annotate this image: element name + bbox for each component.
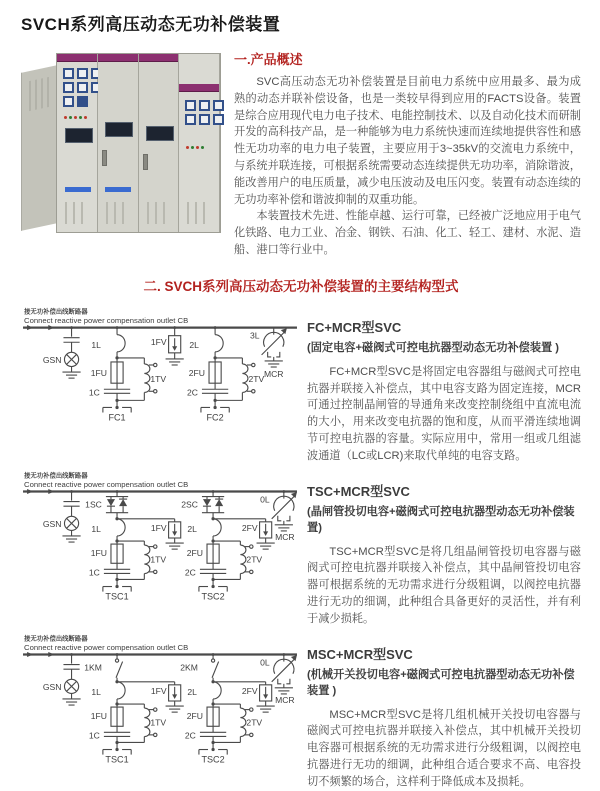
overview-section	[21, 47, 581, 259]
cabinet-band	[98, 54, 138, 62]
group-tsc1-label: TSC1	[105, 591, 129, 602]
reactor-0l-label: 0L	[260, 494, 270, 505]
panel-screen	[105, 122, 133, 137]
bus-label-zh: 接无功补偿出线断路器	[24, 634, 88, 642]
group-fc1-label: FC1	[108, 412, 126, 423]
group-tsc2-label: TSC2	[201, 754, 225, 765]
arrester-1fv-label: 1FV	[150, 685, 167, 696]
msc-mcr-circuit-diagram	[21, 632, 299, 769]
gsn-label: GSN	[42, 681, 62, 692]
arrester-2fv-label: 2FV	[241, 522, 258, 533]
bus-label-zh: 接无功补偿出线断路器	[24, 471, 88, 479]
bus-bar	[23, 652, 297, 657]
mcr-label: MCR	[275, 531, 295, 542]
indicator-grid	[63, 68, 102, 107]
group-fc2-label: FC2	[206, 412, 224, 423]
cap-1c-label: 1C	[88, 387, 100, 398]
fuse-2fu-label: 2FU	[186, 710, 203, 721]
bus-bar	[23, 325, 297, 330]
indicator-grid	[185, 100, 224, 125]
door-handle	[102, 150, 107, 166]
msc-mcr-title: MSC+MCR型SVC	[307, 646, 413, 662]
gsn-branch	[43, 654, 81, 705]
page-title: SVCH系列高压动态无功补偿装置	[21, 15, 281, 34]
fuse-1fu-label: 1FU	[90, 547, 107, 558]
panel-screen	[65, 128, 93, 143]
fuse-2fu-label: 2FU	[188, 367, 205, 378]
product-photo	[21, 51, 223, 235]
cabinet-panel-2	[98, 54, 139, 232]
cabinet-band	[139, 54, 179, 62]
gsn-branch	[43, 327, 81, 378]
switch-2km-label: 2KM	[180, 662, 198, 673]
reactor-0l-label: 0L	[260, 657, 270, 668]
bus-label-en: Connect reactive power compensation outlet CB	[24, 642, 189, 652]
tsc-mcr-body: TSC+MCR型SVC是将几组晶闸管投切电容器与磁阀式可控电抗器并联接入补偿点，其中晶闸管投切电容器可根据系统的无功需求进行分级粗调，以阀控电抗器进行无功的细调，此种组合具备更好的灵活性，并有利于减少损耗。	[307, 545, 581, 625]
msc-mcr-text	[307, 632, 581, 791]
reactor-1l-label: 1L	[91, 686, 101, 697]
arrester-1fv-label: 1FV	[150, 336, 167, 347]
thyristor-1sc-label: 1SC	[85, 499, 102, 510]
tv-1tv-label: 1TV	[150, 373, 167, 384]
mcr-branch	[250, 327, 287, 379]
fc2-branch	[187, 327, 265, 422]
cap-2c-label: 2C	[186, 387, 198, 398]
msc-mcr-body: MSC+MCR型SVC是将几组机械开关投切电容器与磁阀式可控电抗器并联接入补偿点，其中机械开关投切电容器可根据系统的无功需求进行分级粗调，以阀控电抗器进行无功的细调，此种组合适合要求不高、电容投切不频繁的场合，这样利于降低成本及损耗。	[307, 708, 581, 788]
reactor-2l-label: 2L	[187, 686, 197, 697]
fc-mcr-body: FC+MCR型SVC是将固定电容器组与磁阀式可控电抗器并联接入补偿点，其中电容支路为固定连接，MCR可通过控制晶闸管的导通角来改变控制绕组中直流电流的大小，用来改变电抗器的饱和度，从而平滑连续地调节可控电抗器的容量。实际应用中，常用一组或几组滤波通道（LC或LCR)来取代单纯的电容支路。	[307, 365, 581, 462]
gsn-branch	[43, 491, 81, 542]
fc-mcr-text	[307, 305, 581, 465]
tsc1-branch	[85, 491, 184, 601]
bus-bar	[23, 489, 297, 494]
msc2-branch	[180, 654, 274, 764]
overview-heading: 一.产品概述	[234, 52, 303, 67]
section2-heading: 二. SVCH系列高压动态无功补偿装置的主要结构型式	[143, 278, 459, 294]
fuse-2fu-label: 2FU	[186, 547, 203, 558]
cap-1c-label: 1C	[88, 729, 100, 740]
cabinet-panel-3	[139, 54, 180, 232]
fc-mcr-title: FC+MCR型SVC	[307, 319, 402, 335]
tv-2tv-label: 2TV	[248, 373, 265, 384]
brand-sticker	[65, 187, 91, 192]
tv-1tv-label: 1TV	[150, 716, 167, 727]
tsc-mcr-subtitle: (晶闸管投切电容+磁阀式可控电抗器型动态无功补偿装置)	[307, 505, 575, 534]
cabinet-side-vents	[29, 76, 51, 111]
tv-2tv-label: 2TV	[246, 716, 263, 727]
cap-2c-label: 2C	[184, 729, 196, 740]
arrester-1fv-label: 1FV	[150, 522, 167, 533]
indicator-lights	[64, 116, 87, 119]
group-tsc2-label: TSC2	[201, 591, 225, 602]
overview-paragraph-1: SVC高压动态无功补偿装置是目前电力系统中应用最多、最为成熟的动态并联补偿设备，也是一类较早得到应用的FACTS设备。装置是综合应用现代电力电子技术、电能控制技术、以及自动化技术而研制开发的高科技产品，是一种能够为电力系统快速而连续地提供容性和感性无功功率的电力电子装置，主要应用于3~35kV的交流电力系统中，与系统并联连接，可根据系统需要动态连续提供无功功率，消除谐波，能改善用户的电压质量，减少电压波动及电压闪变。装置有动态连续的无功功率补偿和谐波抑制的双重功能。	[234, 76, 581, 206]
cabinet-panel-1	[57, 54, 98, 232]
tsc-mcr-title: TSC+MCR型SVC	[307, 483, 410, 499]
mcr-label: MCR	[263, 368, 284, 379]
cabinet-panel-4	[179, 54, 220, 232]
gsn-label: GSN	[42, 518, 62, 529]
indicator-lights	[186, 146, 204, 149]
bus-label-en: Connect reactive power compensation outlet CB	[24, 479, 189, 489]
tv-1tv-label: 1TV	[150, 553, 167, 564]
tsc-mcr-text	[307, 469, 581, 628]
fuse-1fu-label: 1FU	[90, 710, 107, 721]
reactor-2l-label: 2L	[189, 339, 199, 350]
cabinet-vents	[147, 202, 171, 224]
reactor-2l-label: 2L	[187, 523, 197, 534]
bus-label-en: Connect reactive power compensation outlet CB	[24, 315, 189, 325]
cabinet-vents	[187, 202, 211, 224]
fuse-1fu-label: 1FU	[90, 367, 107, 378]
msc1-branch	[84, 654, 184, 764]
arrester-2fv-label: 2FV	[241, 685, 258, 696]
cabinet-front	[56, 53, 221, 233]
brand-sticker	[105, 187, 131, 192]
msc-mcr-section	[21, 632, 581, 791]
reactor-3l-label: 3L	[250, 330, 260, 341]
cabinet-side-panel	[21, 65, 58, 231]
bus-label-zh: 接无功补偿出线断路器	[24, 308, 88, 316]
cabinet-band	[57, 54, 97, 62]
tsc-mcr-circuit-diagram	[21, 469, 299, 606]
panel-screen	[146, 126, 174, 141]
switch-1km-label: 1KM	[84, 662, 102, 673]
fc-mcr-circuit-diagram	[21, 305, 299, 427]
cap-1c-label: 1C	[88, 566, 100, 577]
door-handle	[143, 154, 148, 170]
tsc2-branch	[181, 491, 275, 601]
thyristor-2sc-label: 2SC	[181, 499, 198, 510]
overview-text	[234, 47, 581, 259]
cabinet-vents	[65, 202, 89, 224]
group-tsc1-label: TSC1	[105, 754, 129, 765]
fc-mcr-section	[21, 305, 581, 465]
cabinet-vents	[106, 202, 130, 224]
msc-mcr-subtitle: (机械开关投切电容+磁阀式可控电抗器型动态无功补偿装置 )	[307, 668, 575, 697]
gsn-label: GSN	[42, 354, 62, 365]
cap-2c-label: 2C	[184, 566, 196, 577]
fc-mcr-subtitle: (固定电容+磁阀式可控电抗器型动态无功补偿装置 )	[307, 341, 560, 354]
fv-branch	[151, 327, 184, 364]
tsc-mcr-section	[21, 469, 581, 628]
mcr-label: MCR	[275, 694, 295, 705]
tv-2tv-label: 2TV	[246, 553, 263, 564]
cabinet-band	[179, 84, 219, 92]
overview-paragraph-2: 本装置技术先进、性能卓越、运行可靠，已经被广泛地应用于电气化铁路、电力工业、冶金、钢铁、石油、化工、轻工、建材、水泥、造船、港口等行业中。	[234, 210, 581, 256]
reactor-1l-label: 1L	[91, 339, 101, 350]
reactor-1l-label: 1L	[91, 523, 101, 534]
